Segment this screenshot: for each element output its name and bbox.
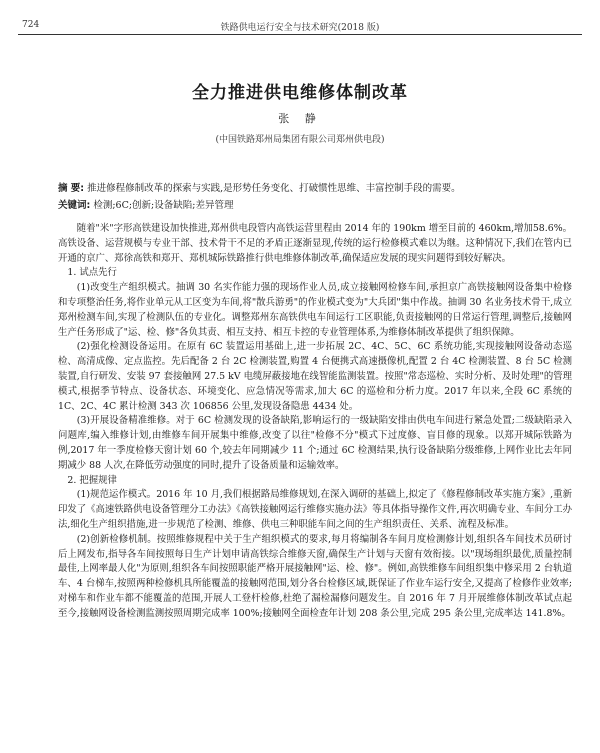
journal-title: 铁路供电运行安全与技术研究(2018 版) [220, 23, 380, 33]
keywords-label: 关键词: [58, 200, 91, 211]
page-header [18, 18, 582, 35]
section-heading: 2. 把握规律 [67, 474, 117, 486]
abstract-line [58, 180, 570, 197]
body-paragraph: (1)改变生产组织模式。抽调 30 名实作能力强的现场作业人员,成立接触网检修车间,承担京广高铁接触网设备集中检修和专项整治任务,将作业单元从工区变为车间,将"散兵游勇"的作业模式变为"大兵团"集中作战。抽调 30 名业务技术骨干,成立郑州检测车间,实现了检测队伍的专业化。调整郑州东高铁供电车间运行工区职能,负责接触网的日常运行管理,调整后,接触网生产任务形成了"运、检、修"各负其责、相互支持、相互卡控的专业管理体系,为维修体制改革提供了组织保障。 [58, 282, 572, 338]
body-paragraph: 随着"米"字形高铁建设加快推进,郑州供电段管内高铁运营里程由 2014 年的 190km 增至目前的 460km,增加58.6%。高铁设备、运营规模与专业干部、技术骨干不足的矛盾正逐渐显现,传统的运行检修模式难以为继。这种情况下,我们在管内已开通的京广、郑徐高铁和郑开、郑机城际铁路推行供电维修体制改革,确保适应发展的现实问题得到较好解决。 [58, 223, 572, 264]
body-paragraph: (2)创新检修机制。按照维修规程中关于生产组织模式的要求,每月将编制各车间月度检测修计划,组织各车间技术员研讨后上网发布,指导各车间按照每日生产计划申请高铁综合维修天窗,确保生产计划与天窗有效衔接。以"现场组织最优,质量控制最佳,上网率最人化"为原则,组织各车间按照职能严格开展接触网"运、检、修"。例如,高铁维修车间组织集中修采用 2 台轨道车、4 台梯车,按照两种检修机具所能覆盖的接触网范围,划分各台检修区域,既保证了作业车运行安全,又提高了检修作业效率;对梯车和作业车都不能覆盖的范围,开展人工登杆检修,杜绝了漏检漏修问题发生。自 2016 年 7 月开展维修体制改革试点起至今,接触网设备检测监测按照周期完成率 100%;接触网全面检查年计划 208 条公里,完成 295 条公里,完成率达 141.8%。 [58, 533, 572, 619]
keywords-text: 检测;6C;创新;设备缺陷;差异管理 [93, 200, 234, 211]
article-title: 全力推进供电维修体制改革 [192, 83, 408, 103]
abstract-text: 推进修程修制改革的探索与实践,是形势任务变化、打破惯性思维、丰富控制手段的需要。 [87, 183, 461, 194]
body-paragraph: (3)开展设备精准维修。对于 6C 检测发现的设备缺陷,影响运行的一级缺陷安排由供电车间进行紧急处置;二级缺陷录入问题库,编入维修计划,由维修车间开展集中维修,改变了以往"检修不分"模式下过度修、盲目修的现象。以郑开城际铁路为例,2017 年一季度检修天窗计划 60 个,较去年同期减少 11 个;通过 6C 检测结果,执行设备缺陷分级维修,上网作业比去年同期减少 88 人次,在降低劳动强度的同时,提升了设备质量和运输效率。 [58, 415, 572, 471]
section-heading: 1. 试点先行 [67, 267, 117, 279]
article-body [58, 222, 572, 622]
author-affiliation: (中国铁路郑州局集团有限公司郑州供电段) [215, 135, 385, 145]
keywords-line [58, 197, 570, 214]
body-paragraph: (1)规范运作模式。2016 年 10 月,我们根据路局维修规划,在深入调研的基础上,拟定了《修程修制改革实施方案》,重新印发了《高速铁路供电设备管理分工办法》《高铁接触网运行维修实施办法》等具体指导操作文件,再次明确专业、车间分工办法,细化生产组织措施,进一步规范了检测、维修、供电三种职能车间之间的生产组织责任、关系、流程及标准。 [58, 489, 572, 530]
author-name: 张 静 [278, 112, 322, 125]
page-number: 724 [22, 20, 40, 30]
abstract-block [58, 180, 570, 214]
body-paragraph: (2)强化检测设备运用。在原有 6C 装置运用基础上,进一步拓展 2C、4C、5C、6C 系统功能,实现接触网设备动态巡检、高清成像、定点监控。先后配备 2 台 2C 检测装置,购置 4 台便携式高速摄像机,配置 2 台 4C 检测装置、8 台 5C 检测装置,自行研发、安装 97 套接触网 27.5 kV 电缆屏蔽接地在线智能监测装置。按照"常态巡检、实时分析、及时处理"的管理模式,根据季节特点、设备状态、环境变化、应急情况等需求,加大 6C 的巡检和分析力度。2017 年以来,全段 6C 系统的 1C、2C、4C 累计检测 343 次 106856 公里,发现设备隐患 4434 处。 [58, 341, 572, 412]
abstract-label: 摘 要: [58, 183, 85, 194]
